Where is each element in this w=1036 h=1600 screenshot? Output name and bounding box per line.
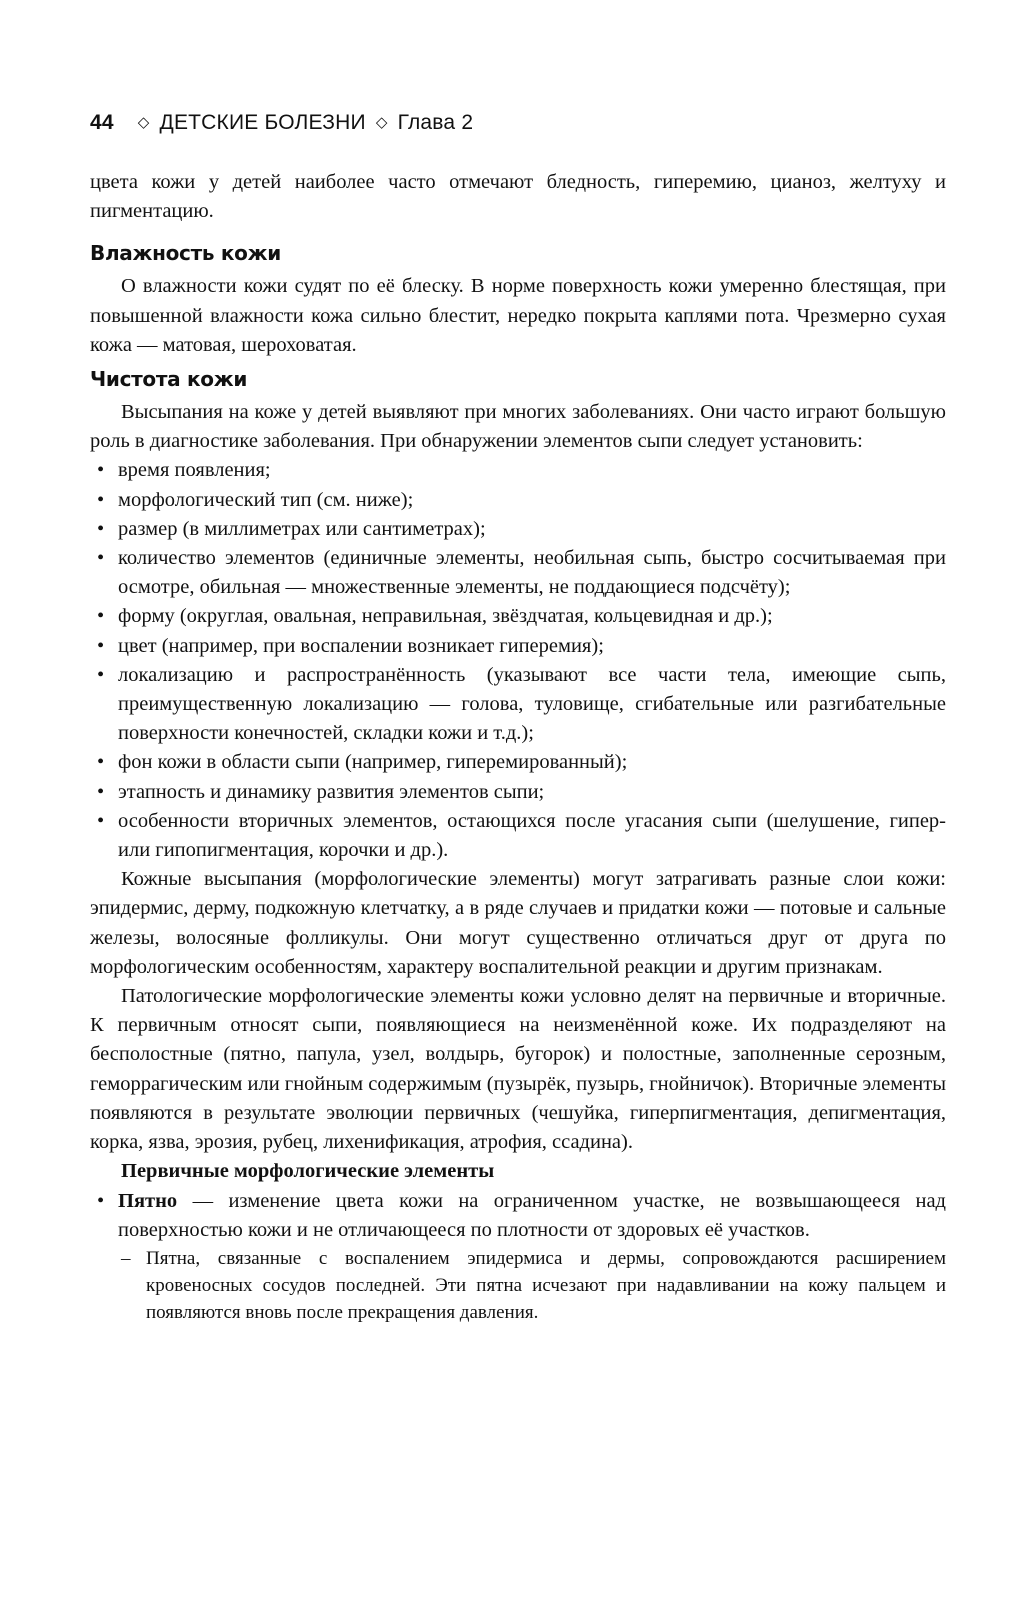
bullet-icon: • <box>97 751 105 774</box>
spot-note-text: Пятна, связанные с воспалением эпидермиса и дермы, сопровождаются расширением кровеносных сосудов последней. Эти пятна исчезают при надавливании на кожу пальцем и появляются вновь после прекращения давления. <box>146 1247 946 1323</box>
diamond-separator-icon: ◇ <box>137 114 150 131</box>
list-item <box>90 1187 946 1245</box>
book-title: ДЕТСКИЕ БОЛЕЗНИ <box>159 111 366 134</box>
bullet-icon: • <box>97 459 105 482</box>
cleanliness-intro: Высыпания на коже у детей выявляют при многих заболеваниях. Они часто играют большую роль в диагностике заболевания. При обнаружении элементов сыпи следует установить: <box>90 401 946 453</box>
bullet-icon: • <box>97 547 105 570</box>
book-page <box>90 108 946 1326</box>
list-item: • время появления; <box>90 456 946 485</box>
bullet-icon: • <box>97 663 105 686</box>
diamond-separator-icon: ◇ <box>375 114 388 131</box>
list-item: • форму (округлая, овальная, неправильная, звёздчатая, кольцевидная и др.); <box>90 602 946 631</box>
list-item: • морфологический тип (см. ниже); <box>90 486 946 515</box>
page-number: 44 <box>90 111 114 134</box>
subsection-heading-primary: Первичные морфологические элементы <box>121 1160 495 1183</box>
bullet-icon: • <box>97 488 105 511</box>
moisture-paragraph: О влажности кожи судят по её блеску. В норме поверхность кожи умеренно блестящая, при повышенной влажности кожа сильно блестит, нередко покрыта каплями пота. Чрезмерно сухая кожа — матовая, шероховатая. <box>90 275 946 356</box>
section-heading-moisture: Влажность кожи <box>90 241 281 266</box>
element-types-paragraph: Патологические морфологические элементы кожи условно делят на первичные и вторичные. К первичным относят сыпи, появляющиеся на неизменённой коже. Их подразделяют на бесполостные (пятно, папула, узел, волдырь, бугорок) и полостные, заполненные серозным, геморрагическим или гнойным содержимым (пузырёк, пузырь, гнойничок). Вторичные элементы появляются в результате эволюции первичных (чешуйка, гиперпигментация, депигментация, корка, язва, эрозия, рубец, лихенификация, атрофия, ссадина). <box>90 985 946 1154</box>
bullet-icon: • <box>97 780 105 803</box>
dash-icon: – <box>121 1247 131 1269</box>
bullet-icon: • <box>97 605 105 628</box>
primary-elements-list <box>90 1187 946 1245</box>
body-text <box>90 168 946 1326</box>
bullet-icon: • <box>97 1189 105 1212</box>
spot-note <box>90 1245 946 1326</box>
term-spot: Пятно <box>118 1189 178 1212</box>
list-item: • особенности вторичных элементов, остающихся после угасания сыпи (шелушение, гипер- или гипопигментация, корочки и др.). <box>90 807 946 865</box>
layers-paragraph: Кожные высыпания (морфологические элементы) могут затрагивать разные слои кожи: эпидермис, дерму, подкожную клетчатку, а в ряде случаев и придатки кожи — потовые и сальные железы, волосяные фолликулы. Они могут существенно отличаться друг от друга по морфологическим особенностям, характеру воспалительной реакции и другим признакам. <box>90 868 946 978</box>
list-item: • локализацию и распространённость (указывают все части тела, имеющие сыпь, преимущественную локализацию — голова, туловище, сгибательные или разгибательные поверхности конечностей, складки кожи и т.д.); <box>90 661 946 749</box>
list-item: • количество элементов (единичные элементы, необильная сыпь, быстро сосчитываемая при осмотре, обильная — множественные элементы, не поддающиеся подсчёту); <box>90 544 946 602</box>
bullet-icon: • <box>97 634 105 657</box>
list-item: • этапность и динамику развития элементов сыпи; <box>90 778 946 807</box>
bullet-icon: • <box>97 809 105 832</box>
chapter-label: Глава 2 <box>397 111 474 134</box>
list-item: • фон кожи в области сыпи (например, гиперемированный); <box>90 748 946 777</box>
section-heading-cleanliness: Чистота кожи <box>90 367 248 392</box>
list-item: • цвет (например, при воспалении возникает гиперемия); <box>90 632 946 661</box>
lead-paragraph: цвета кожи у детей наиболее часто отмечают бледность, гиперемию, цианоз, желтуху и пигментацию. <box>90 171 946 223</box>
bullet-icon: • <box>97 517 105 540</box>
term-spot-definition: — изменение цвета кожи на ограниченном участке, не возвышающееся над поверхностью кожи и не отличающееся по плотности от здоровых её участков. <box>118 1189 946 1241</box>
list-item: • размер (в миллиметрах или сантиметрах); <box>90 515 946 544</box>
rash-checklist <box>90 456 946 865</box>
running-header <box>90 108 946 138</box>
